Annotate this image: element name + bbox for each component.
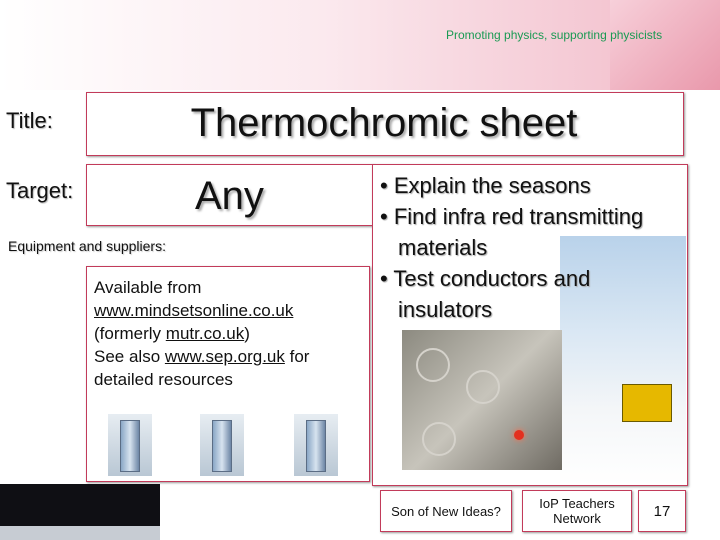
target-label: Target: bbox=[6, 178, 74, 203]
mutr-link[interactable]: mutr.co.uk bbox=[165, 324, 245, 343]
iop-logo-icon bbox=[610, 0, 720, 90]
teachers-network-button[interactable]: IoP Teachers Network bbox=[522, 490, 632, 532]
activities-list bbox=[380, 170, 680, 325]
formerly-prefix: (formerly bbox=[94, 324, 166, 343]
equipment-line-4: detailed resources bbox=[94, 370, 233, 389]
product-thumbnail-1 bbox=[108, 414, 152, 476]
sep-link[interactable]: www.sep.org.uk bbox=[164, 347, 285, 366]
page-number: 17 bbox=[638, 490, 686, 532]
product-thumbnail-3 bbox=[294, 414, 338, 476]
see-also-prefix: See also bbox=[94, 347, 165, 366]
thermochromic-photo bbox=[402, 330, 562, 470]
formerly-suffix: ) bbox=[244, 324, 250, 343]
target-value: Any bbox=[195, 174, 264, 218]
equipment-heading: Equipment and suppliers: bbox=[8, 238, 166, 254]
loader-vehicle-icon bbox=[622, 384, 672, 422]
bullet-item: • Explain the seasons bbox=[380, 173, 591, 198]
bullet-item: • Find infra red transmitting materials bbox=[380, 204, 644, 260]
mindsets-link[interactable]: www.mindsetsonline.co.uk bbox=[94, 301, 294, 320]
see-also-suffix: for bbox=[284, 347, 310, 366]
video-screenshot bbox=[0, 484, 160, 540]
son-of-new-ideas-button[interactable]: Son of New Ideas? bbox=[380, 490, 512, 532]
equipment-text bbox=[94, 276, 364, 391]
header-tagline: Promoting physics, supporting physicists bbox=[446, 28, 663, 42]
title-label: Title: bbox=[6, 108, 53, 133]
bullet-item: • Test conductors and insulators bbox=[380, 266, 591, 322]
equipment-line-1: Available from bbox=[94, 278, 202, 297]
slide-title: Thermochromic sheet bbox=[190, 100, 578, 145]
product-thumbnail-2 bbox=[200, 414, 244, 476]
